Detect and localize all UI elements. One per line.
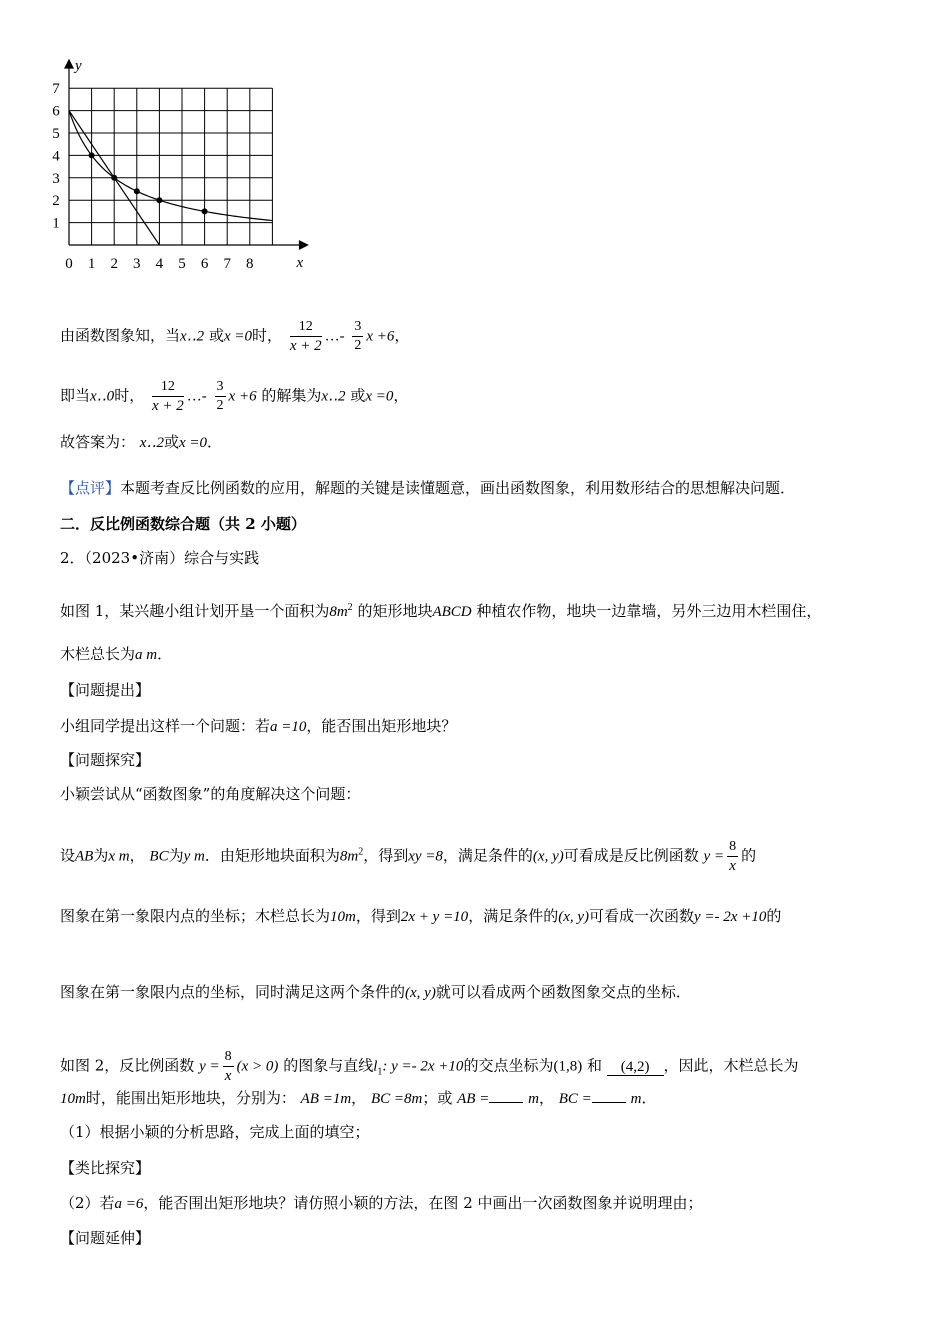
- figure2-line-2: [60, 1088, 656, 1109]
- math-condition: x =0: [178, 435, 208, 451]
- y-tick-label: 2: [52, 193, 60, 210]
- comment-tag: 【点评】: [60, 479, 121, 497]
- text: ，得到: [363, 846, 409, 865]
- x-axis-label: x: [296, 255, 304, 271]
- solution-line-1: [60, 318, 409, 355]
- math-expr: x +6: [228, 388, 257, 405]
- text: 可看成一次函数: [589, 907, 695, 925]
- problem-line-1: [60, 598, 821, 622]
- math-condition: x‥2: [321, 388, 346, 405]
- math: BC =8m: [370, 1091, 423, 1107]
- section-tag: 【问题延伸】: [60, 1229, 151, 1247]
- relation: …-: [324, 328, 345, 345]
- y-axis-label: y: [75, 58, 82, 75]
- text: 或: [350, 386, 366, 405]
- text: 或: [163, 433, 179, 451]
- math: 2x + y =10: [400, 909, 469, 925]
- x-tick-label: 3: [133, 256, 141, 272]
- solution-line-2: [60, 378, 408, 415]
- math: (1,8): [553, 1058, 583, 1075]
- answer-blank-ab[interactable]: [489, 1088, 523, 1103]
- math: y m: [183, 848, 205, 865]
- math-condition: x‥2: [139, 435, 164, 451]
- curve-point: [134, 188, 140, 194]
- math: 10m: [60, 1091, 86, 1107]
- math: 10m: [330, 909, 356, 925]
- fraction: $\frac{12}{x + 2}$: [289, 319, 322, 354]
- text: ，能否围出矩形地块？请仿照小颖的方法，在图 2 中画出一次函数图象并说明理由；: [143, 1194, 703, 1212]
- curve-point: [111, 175, 117, 181]
- comment-line: [60, 478, 795, 498]
- math-area: 8m: [329, 604, 348, 620]
- y-tick-labels: [52, 81, 60, 231]
- curve-points: [89, 152, 208, 214]
- section-tag: 【问题探究】: [60, 751, 151, 769]
- math: AB =: [457, 1091, 490, 1107]
- curve-12-over-x-plus-2: [69, 111, 272, 221]
- exploration-intro: 小颖尝试从“函数图象”的角度解决这个问题：: [60, 785, 361, 803]
- curve-point: [156, 197, 162, 203]
- x-tick-label: 8: [246, 256, 254, 272]
- text: ，能否围出矩形地块？: [306, 717, 457, 735]
- text: 设: [60, 846, 76, 865]
- math: a =6: [114, 1196, 144, 1212]
- x-tick-label: 6: [200, 256, 209, 272]
- text: ，因此，木栏总长为: [663, 1056, 799, 1075]
- exponent: 2: [347, 602, 353, 613]
- x-tick-label: 2: [110, 256, 118, 272]
- math: AB =1m: [300, 1091, 352, 1107]
- question-header: 2．（2023•济南）综合与实践: [60, 549, 260, 567]
- math: y =: [703, 848, 725, 865]
- x-tick-label: 4: [155, 256, 164, 272]
- fraction: $\frac{12}{x + 2}$: [151, 379, 184, 414]
- text: ，: [393, 386, 409, 405]
- text: ．: [157, 645, 173, 663]
- curve-point: [89, 152, 95, 158]
- math-abcd: ABCD: [432, 604, 472, 620]
- section-tag: 【问题提出】: [60, 681, 151, 699]
- math-condition: x‥0: [90, 388, 115, 405]
- text: 如图 1，某兴趣小组计划开垦一个面积为: [60, 602, 330, 620]
- text: （2）若: [60, 1194, 115, 1212]
- text: ，满足条件的: [468, 907, 559, 925]
- text: ，: [538, 1089, 554, 1107]
- text: 图象在第一象限内点的坐标；木栏总长为: [60, 907, 331, 925]
- math: y =- 2x +10: [694, 909, 767, 925]
- math: BC: [149, 848, 169, 865]
- text: 如图 2，反比例函数: [60, 1056, 195, 1075]
- x-tick-labels: [65, 256, 253, 272]
- text: 的图象与直线: [283, 1056, 374, 1075]
- text: 的: [741, 846, 757, 865]
- text: 或: [208, 326, 224, 345]
- text: 小组同学提出这样一个问题：若: [60, 717, 271, 735]
- function-graph: [45, 55, 365, 335]
- x-tick-label: 7: [223, 256, 231, 272]
- text: 的: [766, 907, 782, 925]
- text: 时，能围出矩形地块，分别为：: [85, 1089, 296, 1107]
- text: ，得到: [355, 907, 401, 925]
- text: 和: [586, 1056, 602, 1075]
- x-arrow-icon: [300, 241, 308, 249]
- text: 木栏总长为: [60, 645, 136, 663]
- curve-point: [202, 208, 208, 214]
- exploration-line-3: [60, 982, 691, 1003]
- text: 即当: [60, 386, 91, 405]
- math-condition: x =0: [223, 328, 253, 345]
- math-am: a m: [135, 647, 158, 663]
- text: 本题考查反比例函数的应用，解题的关键是读懂题意，画出函数图象，利用数形结合的思想解决问题．: [120, 479, 796, 497]
- y-tick-label: 5: [52, 126, 60, 142]
- math: : y =- 2x +10: [382, 1058, 464, 1075]
- y-tick-label: 1: [52, 215, 60, 232]
- fraction: $\frac{8}{x}$: [729, 839, 737, 874]
- x-tick-label: 0: [65, 256, 73, 272]
- math: l: [373, 1058, 378, 1075]
- text: ；或: [422, 1089, 453, 1107]
- math-condition: x =0: [365, 388, 394, 405]
- math: y =: [199, 1058, 220, 1075]
- math: x m: [108, 848, 130, 865]
- subquestion-2: [60, 1193, 703, 1214]
- text: 图象在第一象限内点的坐标，同时满足这两个条件的: [60, 983, 406, 1001]
- math-expr: x +6: [366, 328, 395, 345]
- text: 为: [168, 846, 184, 865]
- x-tick-label: 5: [178, 256, 186, 272]
- text: ．由矩形地块面积为: [204, 846, 340, 865]
- text: 时，: [114, 386, 145, 405]
- math: (x > 0): [236, 1058, 279, 1075]
- text: ，满足条件的: [442, 846, 533, 865]
- text: 就可以看成两个函数图象交点的坐标．: [435, 983, 691, 1001]
- relation: …-: [186, 388, 207, 405]
- math: (x, y): [532, 848, 564, 865]
- math: xy =8: [408, 848, 443, 865]
- math: (x, y): [405, 985, 436, 1001]
- fraction: $\frac{3}{2}$: [354, 319, 362, 353]
- text: 可看成是反比例函数: [563, 846, 699, 865]
- text: 的解集为: [261, 386, 322, 405]
- y-tick-label: 3: [52, 170, 60, 187]
- y-arrow-icon: [65, 60, 73, 68]
- exploration-line-2: [60, 906, 781, 927]
- math-eq: a =10: [270, 719, 307, 735]
- problem-question: [60, 716, 456, 737]
- answer-line: [60, 432, 222, 453]
- math: BC =: [558, 1091, 592, 1107]
- unit: m: [630, 1091, 642, 1107]
- grid: [69, 88, 272, 245]
- exponent: 2: [358, 846, 364, 858]
- subquestion-1: （1）根据小颖的分析思路，完成上面的填空；: [60, 1123, 370, 1141]
- text: 时，: [252, 326, 283, 345]
- section-heading: 二．反比例函数综合题（共 2 小题）: [60, 515, 306, 533]
- problem-line-2: [60, 644, 172, 665]
- text: 由函数图象知，当: [60, 326, 181, 345]
- math-condition: x‥2: [180, 328, 205, 345]
- text: ．: [207, 433, 223, 451]
- x-tick-label: 1: [87, 256, 96, 272]
- text: 的交点坐标为: [463, 1056, 554, 1075]
- text: 种植农作物，地块一边靠墙，另外三边用木栏围住，: [476, 602, 822, 620]
- text: ，: [394, 326, 410, 345]
- math: (x, y): [558, 909, 590, 925]
- text: ，: [129, 846, 145, 865]
- section-tag: 【类比探究】: [60, 1159, 151, 1177]
- y-tick-label: 4: [52, 148, 60, 165]
- text: 故答案为：: [60, 433, 136, 451]
- math: AB: [75, 848, 94, 865]
- y-tick-label: 7: [52, 81, 60, 98]
- text: ，: [351, 1089, 367, 1107]
- fraction: $\frac{8}{x}$: [224, 1049, 232, 1084]
- text: ．: [641, 1089, 657, 1107]
- answer-blank-bc[interactable]: [592, 1088, 626, 1103]
- subscript: 1: [377, 1066, 383, 1078]
- exploration-line-1: [60, 838, 756, 875]
- text: 为: [93, 846, 109, 865]
- text: 的矩形地块: [357, 602, 433, 620]
- answer-blank-filled: (4,2): [607, 1059, 664, 1076]
- unit: m: [528, 1091, 539, 1107]
- fraction: $\frac{3}{2}$: [216, 379, 224, 413]
- math: 8m: [339, 848, 359, 865]
- figure2-line-1: [60, 1048, 799, 1085]
- y-tick-label: 6: [52, 103, 60, 120]
